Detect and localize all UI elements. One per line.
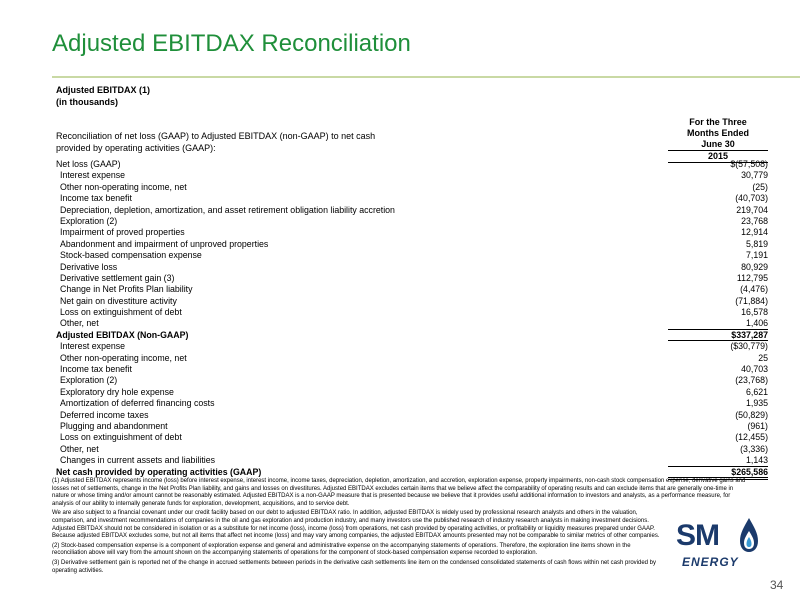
flame-drop-icon: [738, 517, 760, 553]
row-label: Loss on extinguishment of debt: [60, 432, 182, 443]
table-row: [56, 205, 768, 216]
column-header-line1: For the Three: [689, 117, 747, 127]
row-label: Net loss (GAAP): [56, 159, 121, 169]
row-label: Abandonment and impairment of unproved properties: [60, 238, 269, 249]
row-label: Net cash provided by operating activities (GAAP): [56, 466, 262, 477]
row-value: (50,829): [735, 409, 768, 420]
page-number: 34: [770, 578, 784, 592]
row-label: Impairment of proved properties: [60, 227, 185, 238]
table-row: [56, 432, 768, 443]
reconciliation-table: [56, 159, 768, 478]
table-row: [56, 353, 768, 364]
row-value: (4,476): [740, 284, 768, 295]
logo-subtext: ENERGY: [682, 555, 739, 569]
row-value: (71,884): [735, 295, 768, 306]
row-value: (961): [747, 420, 768, 431]
row-label: Income tax benefit: [60, 193, 132, 204]
units-label: (in thousands): [56, 97, 118, 107]
row-value: 1,143: [668, 455, 768, 466]
row-label: Interest expense: [60, 170, 126, 181]
reconciliation-heading: [56, 130, 375, 154]
row-label: Derivative loss: [60, 261, 118, 272]
row-value: 40,703: [741, 364, 768, 375]
footnote-1-continued: We are also subject to a financial covenant under our credit facility based on our debt to adjusted EBITDAX ratio. In addition, adjusted EBITDAX is widely used by professional research analysts and others in the valuation, comparison, and investment recommendations of companies in the oil and gas exploration and production industry, and many investors use the published research of industry research analysts in making investment decisions. Adjusted EBITDAX should not be considered in isolation or as a substitute for net income (loss), income (loss) from operations, net cash provided by operating activities, or profitability or liquidity measures prepared under GAAP. Because adjusted EBITDAX excludes some, but not all items that affect net income (loss) and may vary among companies, the adjusted EBITDAX amounts presented may not be comparable to similar metrics of other companies.: [52, 510, 660, 540]
table-row: [56, 159, 768, 170]
total-row: [56, 467, 768, 478]
footnote-3: (3) Derivative settlement gain is reported net of the change in accrued settlements between periods in the derivative cash settlements line item on the condensed consolidated statements of cash flows within net cash provided by operating activities.: [52, 559, 657, 574]
row-label: Other, net: [60, 443, 99, 454]
table-row: [56, 398, 768, 409]
row-value: 219,704: [736, 204, 768, 215]
row-label: Exploration (2): [60, 375, 118, 386]
table-row: [56, 250, 768, 261]
row-value: 30,779: [741, 170, 768, 181]
row-value: 16,578: [741, 307, 768, 318]
row-value: 12,914: [741, 227, 768, 238]
row-label: Derivative settlement gain (3): [60, 272, 175, 283]
reconciliation-heading-line2: provided by operating activities (GAAP):: [56, 143, 216, 153]
row-value: $265,586: [668, 467, 768, 480]
row-value: 1,935: [745, 398, 768, 409]
table-row: [56, 387, 768, 398]
row-label: Other non-operating income, net: [60, 352, 187, 363]
row-label: Stock-based compensation expense: [60, 250, 202, 261]
row-label: Changes in current assets and liabilities: [60, 455, 216, 466]
table-row: [56, 296, 768, 307]
row-value: (25): [752, 181, 768, 192]
table-row: [56, 284, 768, 295]
row-value: $337,287: [668, 330, 768, 341]
table-row: [56, 262, 768, 273]
table-row: [56, 318, 768, 329]
footnotes: [52, 478, 747, 577]
table-row: [56, 239, 768, 250]
row-value: 5,819: [745, 238, 768, 249]
page-title: Adjusted EBITDAX Reconciliation: [52, 30, 411, 57]
footnote-1: (1) Adjusted EBITDAX represents income (loss) before interest expense, interest income, income taxes, depreciation, depletion, amortization, and accretion, exploration expense, property impairments, non-cash stock compensation expense, derivative gains and losses net of settlements, change in the Net Profits Plan liability, and gains and losses on divestitures. Adjusted EBITDAX excludes certain items that we believe affect the comparability of operating results and can exclude items that are generally one-time in nature or whose timing and/or amount cannot be reasonably estimated. Adjusted EBITDAX is a non-GAAP measure that is presented because we believe that it provides useful additional information to investors and analysts, as a performance measure, for analysis of our ability to internally generate funds for exploration, development, acquisitions, and to service debt.: [52, 478, 746, 507]
table-row: [56, 307, 768, 318]
footnote-2: (2) Stock-based compensation expense is a component of exploration expense and general and administrative expense on the accompanying statements of operations. Therefore, the exploration line items shown in the reconciliation above will vary from the amount shown on the accompanying statements of operations for the component of stock-based compensation expense recorded to exploration.: [52, 542, 631, 557]
logo-wordmark: SM: [676, 519, 719, 552]
row-value: (12,455): [735, 432, 768, 443]
table-row: [56, 364, 768, 375]
row-label: Amortization of deferred financing costs: [60, 398, 215, 409]
row-label: Other non-operating income, net: [60, 181, 187, 192]
table-row: [56, 455, 768, 466]
row-label: Exploration (2): [60, 215, 118, 226]
row-label: Depreciation, depletion, amortization, and asset retirement obligation liability accretion: [60, 204, 395, 215]
table-title: Adjusted EBITDAX (1): [56, 85, 151, 95]
row-value: (40,703): [735, 193, 768, 204]
row-label: Loss on extinguishment of debt: [60, 307, 182, 318]
table-row: [56, 410, 768, 421]
row-value: 23,768: [741, 215, 768, 226]
table-row: [56, 170, 768, 181]
row-label: Interest expense: [60, 341, 126, 352]
column-header: [668, 117, 768, 163]
table-row: [56, 216, 768, 227]
table-row: [56, 375, 768, 386]
row-label: Change in Net Profits Plan liability: [60, 284, 193, 295]
row-value: 6,621: [745, 386, 768, 397]
reconciliation-heading-line1: Reconciliation of net loss (GAAP) to Adjusted EBITDAX (non-GAAP) to net cash: [56, 131, 376, 141]
row-value: 80,929: [741, 261, 768, 272]
table-row: [56, 227, 768, 238]
sm-energy-logo: [676, 515, 768, 573]
row-value: 1,406: [668, 318, 768, 329]
table-row: [56, 193, 768, 204]
title-divider: [52, 76, 800, 78]
column-header-line3: June 30: [668, 139, 768, 151]
table-row: [56, 182, 768, 193]
row-label: Exploratory dry hole expense: [60, 386, 174, 397]
row-value: ($30,779): [730, 341, 768, 352]
row-label: Net gain on divestiture activity: [60, 295, 177, 306]
row-label: Plugging and abandonment: [60, 420, 168, 431]
row-label: Income tax benefit: [60, 364, 132, 375]
row-label: Adjusted EBITDAX (Non-GAAP): [56, 329, 189, 340]
row-value: 112,795: [736, 272, 768, 283]
table-row: [56, 421, 768, 432]
row-label: Deferred income taxes: [60, 409, 149, 420]
column-header-year: 2015: [668, 151, 768, 163]
row-value: 7,191: [745, 250, 768, 261]
row-value: $(57,508): [730, 159, 768, 169]
row-value: 25: [758, 352, 768, 363]
table-row: [56, 341, 768, 352]
column-header-line2: Months Ended: [687, 128, 749, 138]
row-value: (3,336): [740, 443, 768, 454]
row-label: Other, net: [60, 318, 99, 329]
subtotal-row: [56, 330, 768, 341]
table-row: [56, 444, 768, 455]
table-row: [56, 273, 768, 284]
row-value: (23,768): [735, 375, 768, 386]
